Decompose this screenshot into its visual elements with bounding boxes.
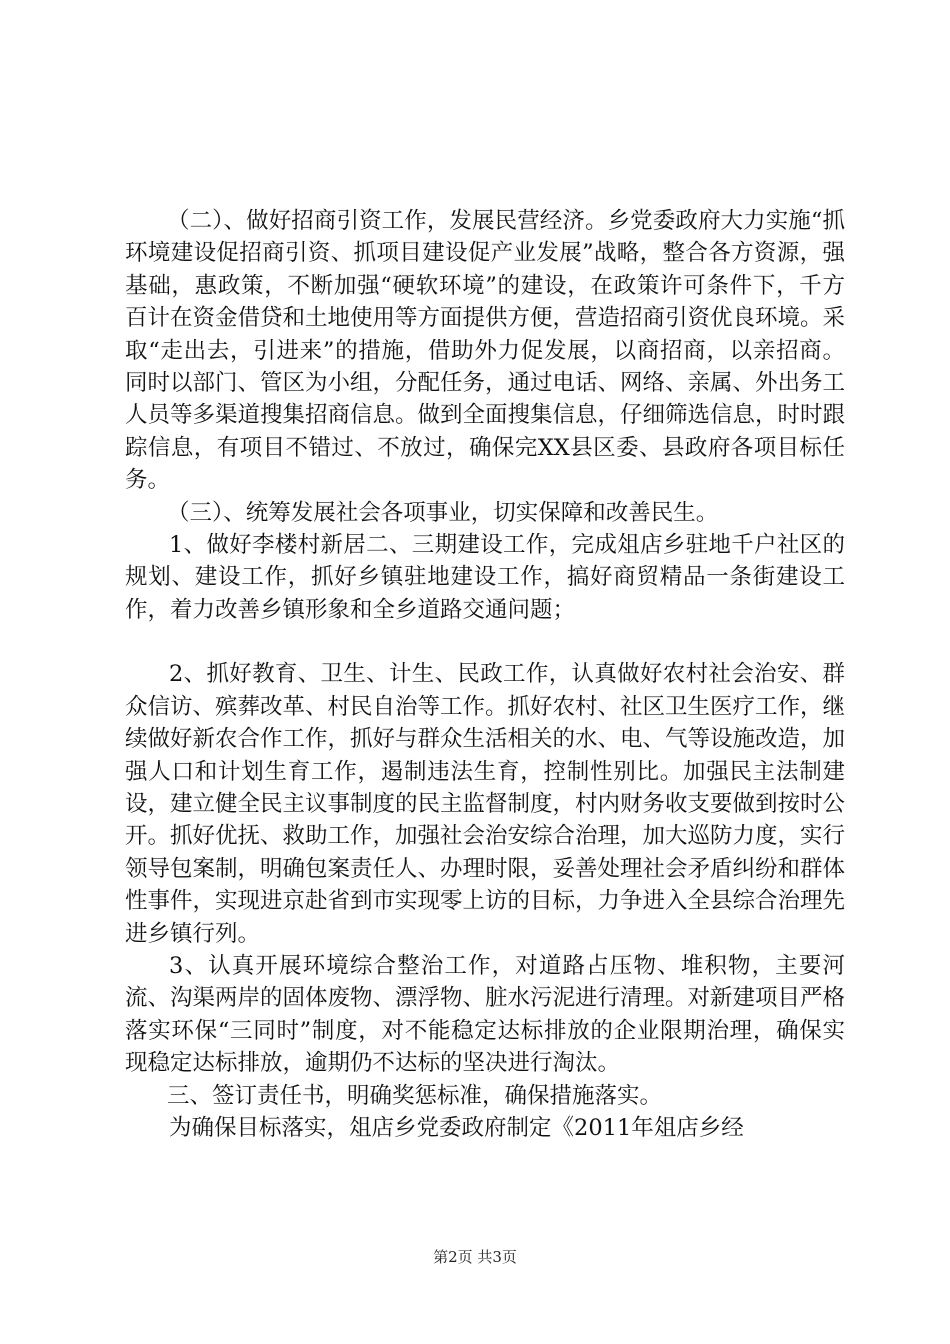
paragraph-social-heading: （三）、统筹发展社会各项事业，切实保障和改善民生。 [167, 499, 719, 526]
paragraph-item-3: 3、认真开展环境综合整治工作，对道路占压物、堆积物，主要河流、沟渠两岸的固体废物、漂浮物、脏水污泥进行清理。对新建项目严格落实环保“三同时”制度，对不能稳定达标排放的企业限期治理，确保实现稳定达标排放，逾期仍不达标的坚决进行淘汰。 [125, 952, 846, 1077]
page-footer: 第2页 共3页 [433, 1248, 517, 1266]
paragraph-investment: （二）、做好招商引资工作，发展民营经济。乡党委政府大力实施“抓环境建设促招商引资、抓项目建设促产业发展”战略，整合各方资源，强基础，惠政策，不断加强“硬软环境”的建设，在政策许可条件下，千方百计在资金借贷和土地使用等方面提供方便，营造招商引资优良环境。采取“走出去，引进来”的措施，借助外力促发展，以商招商，以亲招商。同时以部门、管区为小组，分配任务，通过电话、网络、亲属、外出务工人员等多渠道搜集招商信息。做到全面搜集信息，仔细筛选信息，时时跟踪信息，有项目不错过、不放过，确保完XX县区委、县政府各项目标任务。 [125, 208, 846, 494]
paragraph-item-1: 1、做好李楼村新居二、三期建设工作，完成俎店乡驻地千户社区的规划、建设工作，抓好乡镇驻地建设工作，搞好商贸精品一条街建设工作，着力改善乡镇形象和全乡道路交通问题； [125, 532, 845, 623]
paragraph-responsibility: 为确保目标落实，俎店乡党委政府制定《2011年俎店乡经 [169, 1114, 744, 1141]
section-heading-3: 三、签订责任书，明确奖惩标准，确保措施落实。 [167, 1082, 663, 1109]
paragraph-item-2: 2、抓好教育、卫生、计生、民政工作，认真做好农村社会治安、群众信访、殡葬改革、村民自治等工作。抓好农村、社区卫生医疗工作，继续做好新农合作工作，抓好与群众生活相关的水、电、气等设施改造，加强人口和计划生育工作，遏制违法生育，控制性别比。加强民主法制建设，建立健全民主议事制度的民主监督制度，村内财务收支要做到按时公开。抓好优抚、救助工作，加强社会治安综合治理，加大巡防力度，实行领导包案制，明确包案责任人、办理时限，妥善处理社会矛盾纠纷和群体性事件，实现进京赴省到市实现零上访的目标，力争进入全县综合治理先进乡镇行列。 [125, 661, 846, 947]
paragraph-gap [125, 626, 845, 658]
document-body [125, 205, 845, 1144]
